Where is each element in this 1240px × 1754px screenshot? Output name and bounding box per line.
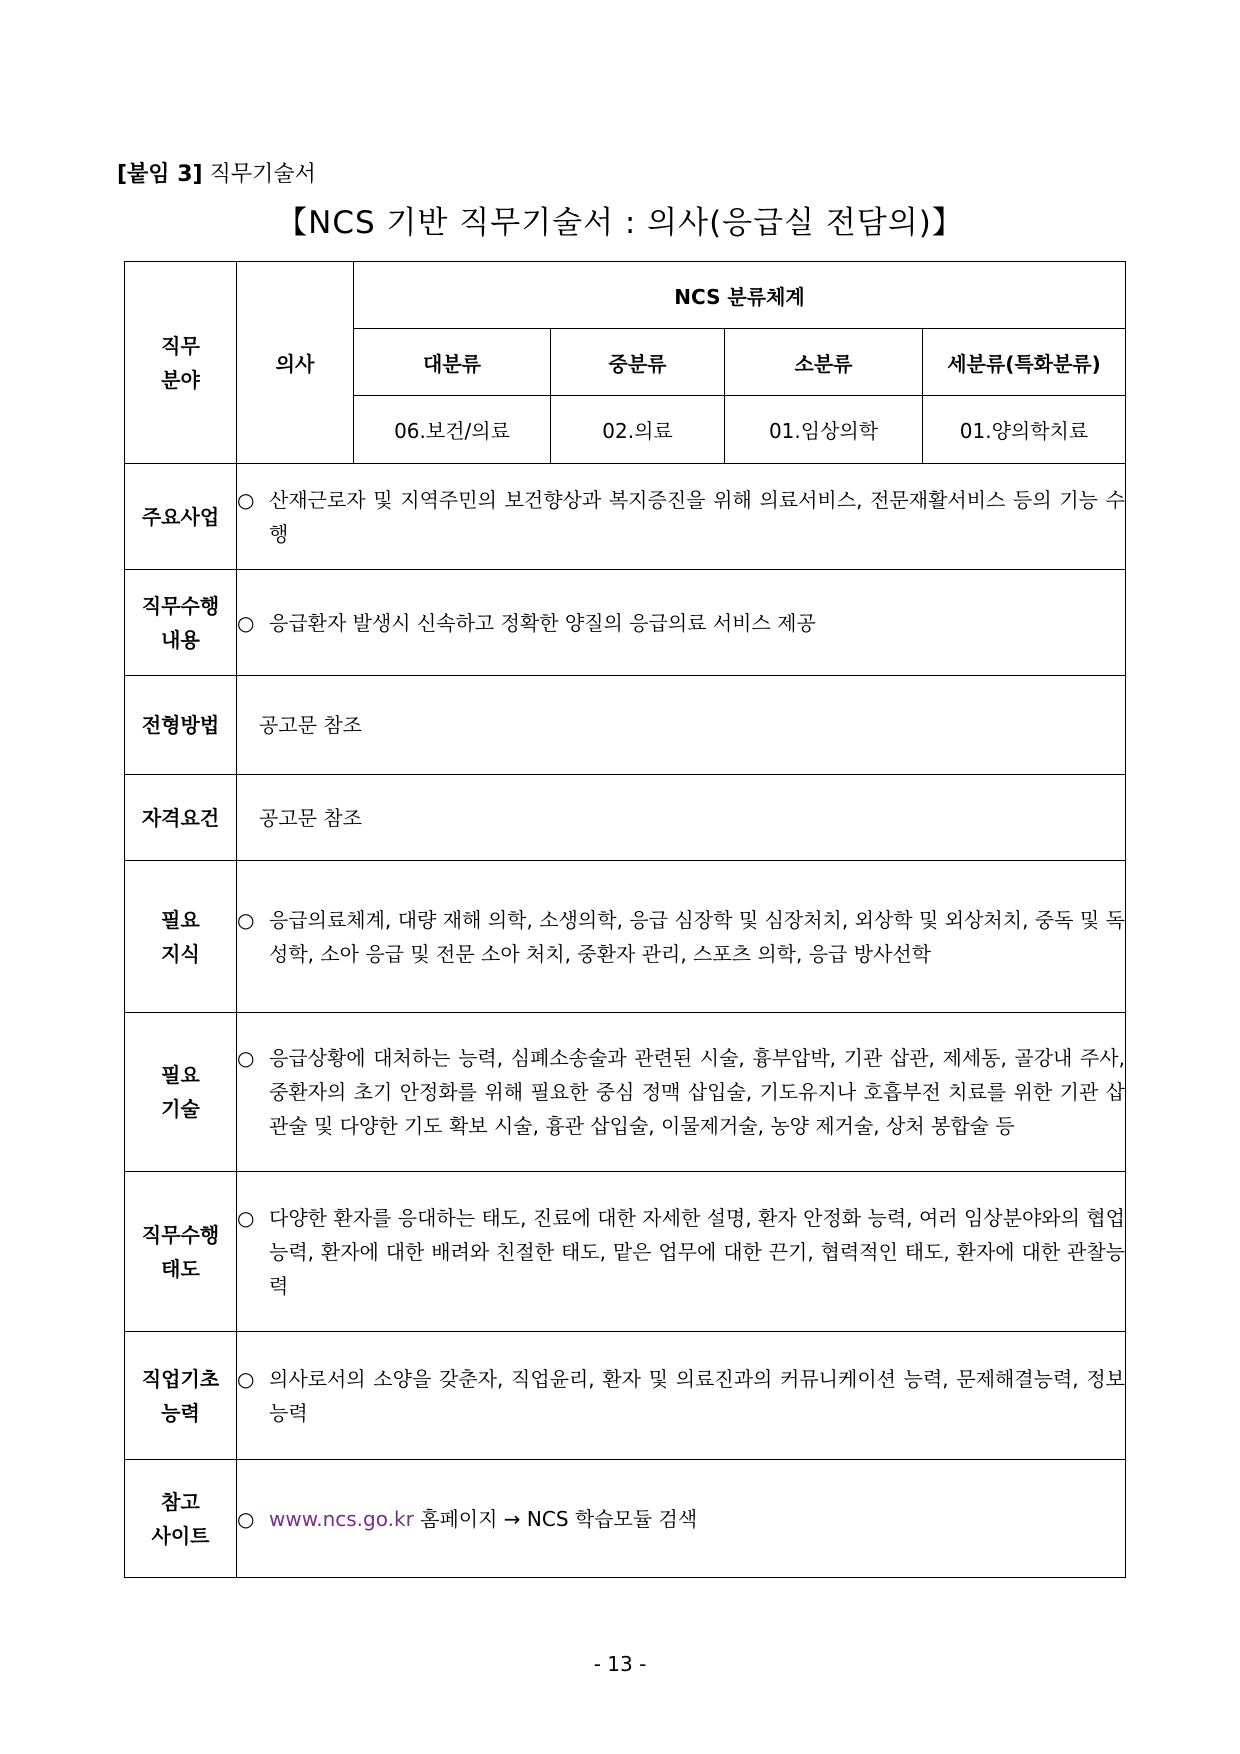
- selection-content: [237, 676, 1126, 775]
- knowledge-text: 응급의료체계, 대량 재해 의학, 소생의학, 응급 심장학 및 심장처치, 외상학 및 외상처치, 중독 및 독성학, 소아 응급 및 전문 소아 처치, 중환자 관리, 스포츠 의학, 응급 방사선학: [269, 907, 1125, 966]
- basic-ability-content: [237, 1332, 1126, 1460]
- bullet-mark: ○: [237, 1046, 255, 1070]
- reference-content: [237, 1460, 1126, 1578]
- attitude-text: 다양한 환자를 응대하는 태도, 진료에 대한 자세한 설명, 환자 안정화 능력, 여러 임상분야와의 협업 능력, 환자에 대한 배려와 친절한 태도, 맡은 업무에 대한 끈기, 협력적인 태도, 환자에 대한 관찰능력: [269, 1205, 1125, 1298]
- bullet-mark: ○: [237, 1366, 255, 1391]
- bullet-mark: ○: [237, 1205, 255, 1230]
- bullet-mark: ○: [237, 487, 255, 512]
- bullet-mark: ○: [237, 1506, 255, 1531]
- field-label: 직무 분야: [125, 262, 237, 464]
- duty-content: [237, 570, 1126, 676]
- main-business-text: 산재근로자 및 지역주민의 보건향상과 복지증진을 위해 의료서비스, 전문재활서비스 등의 기능 수행: [269, 487, 1125, 546]
- reference-text: 홈페이지 → NCS 학습모듈 검색: [413, 1506, 698, 1531]
- basic-ability-label: 직업기초 능력: [125, 1332, 237, 1460]
- duty-text: 응급환자 발생시 신속하고 정확한 양질의 응급의료 서비스 제공: [269, 610, 816, 635]
- header-minor: 소분류: [725, 329, 923, 396]
- reference-label: 참고 사이트: [125, 1460, 237, 1578]
- basic-ability-text: 의사로서의 소양을 갖춘자, 직업윤리, 환자 및 의료진과의 커뮤니케이션 능력, 문제해결능력, 정보능력: [269, 1366, 1125, 1425]
- attachment-label: [붙임 3]: [117, 162, 203, 187]
- header-middle: 중분류: [551, 329, 725, 396]
- qualification-content: [237, 775, 1126, 861]
- page-number: - 13 -: [593, 1652, 647, 1676]
- bullet-mark: ○: [237, 907, 255, 932]
- attitude-label: 직무수행 태도: [125, 1172, 237, 1332]
- value-minor: 01.임상의학: [725, 396, 923, 464]
- skill-content: [237, 1013, 1126, 1172]
- value-middle: 02.의료: [551, 396, 725, 464]
- attitude-content: [237, 1172, 1126, 1332]
- knowledge-label: 필요 지식: [125, 861, 237, 1013]
- ncs-system-label: NCS 분류체계: [354, 262, 1126, 329]
- duty-label: 직무수행 내용: [125, 570, 237, 676]
- value-detail: 01.양의학치료: [923, 396, 1126, 464]
- selection-text: 공고문 참조: [259, 713, 362, 737]
- attachment-heading: [117, 157, 316, 188]
- bullet-mark: ○: [237, 610, 255, 635]
- selection-label: 전형방법: [125, 676, 237, 775]
- main-business-label: 주요사업: [125, 464, 237, 570]
- header-detail: 세분류(특화분류): [923, 329, 1126, 396]
- header-major: 대분류: [354, 329, 551, 396]
- value-major: 06.보건/의료: [354, 396, 551, 464]
- job-name: 의사: [237, 262, 354, 464]
- page-title: 【NCS 기반 직무기술서 : 의사(응급실 전담의)】: [276, 205, 964, 241]
- job-description-table: [124, 261, 1126, 1578]
- ncs-site-link[interactable]: www.ncs.go.kr: [269, 1506, 414, 1531]
- qualification-text: 공고문 참조: [259, 805, 362, 830]
- skill-text: 응급상황에 대처하는 능력, 심폐소송술과 관련된 시술, 흉부압박, 기관 삽관, 제세동, 골강내 주사, 중환자의 초기 안정화를 위해 필요한 중심 정맥 삽입술, 기도유지나 호흡부전 치료를 위한 기관 삽관술 및 다양한 기도 확보 시술, 흉관 삽입술, 이물제거술, 농양 제거술, 상처 봉합술 등: [269, 1046, 1125, 1138]
- skill-label: 필요 기술: [125, 1013, 237, 1172]
- qualification-label: 자격요건: [125, 775, 237, 861]
- knowledge-content: [237, 861, 1126, 1013]
- attachment-title: 직무기술서: [209, 162, 316, 187]
- main-business-content: [237, 464, 1126, 570]
